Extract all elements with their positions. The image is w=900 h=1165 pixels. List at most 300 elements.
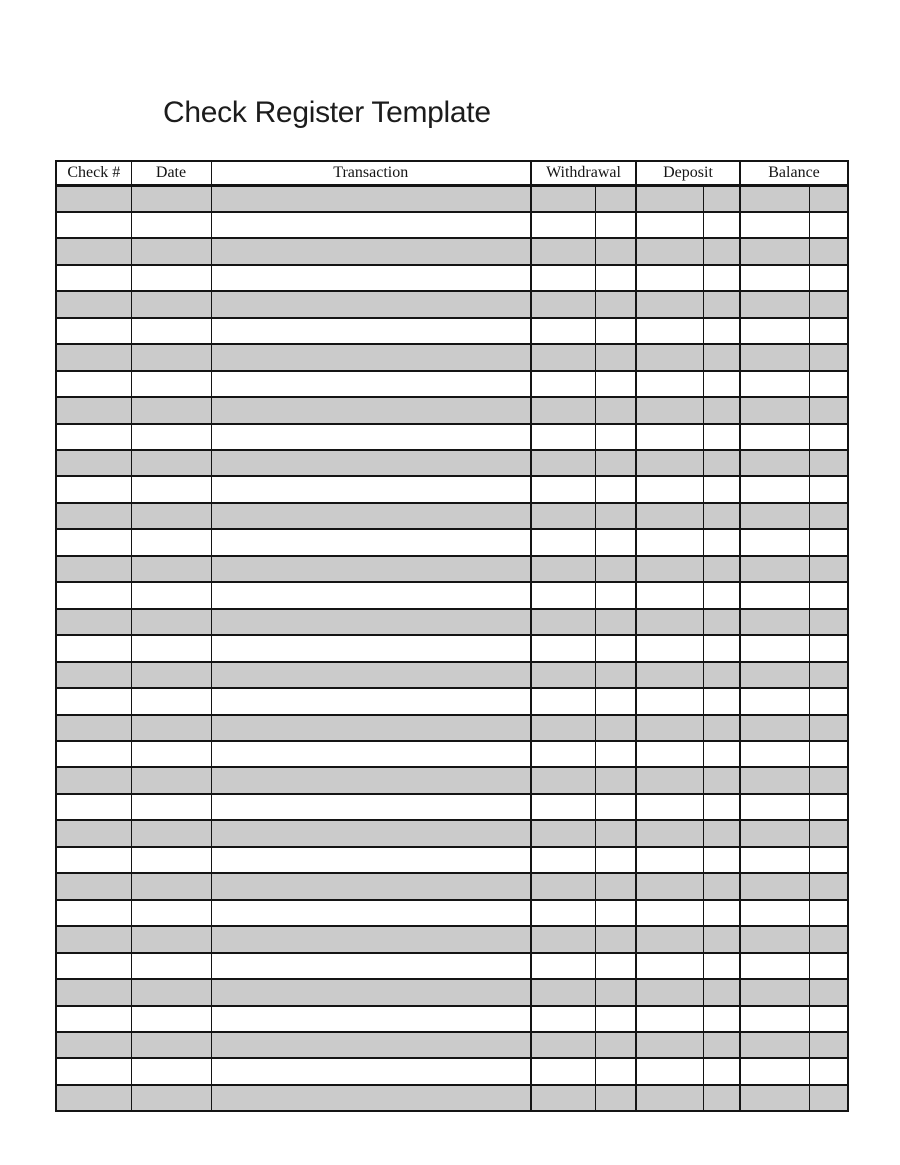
register-cell (211, 767, 531, 793)
register-cell (636, 397, 703, 423)
register-cell (56, 715, 131, 741)
register-cell (636, 873, 703, 899)
register-row (56, 450, 848, 476)
register-cell (56, 1085, 131, 1111)
register-cell (131, 900, 211, 926)
register-cell (636, 450, 703, 476)
register-cell (531, 1058, 595, 1084)
register-row (56, 1032, 848, 1058)
register-cell (595, 715, 636, 741)
register-cell (595, 873, 636, 899)
register-cell (809, 741, 848, 767)
column-header-date: Date (131, 161, 211, 186)
register-cell (703, 635, 740, 661)
register-cell (703, 1006, 740, 1032)
register-cell (636, 529, 703, 555)
register-cell (740, 424, 809, 450)
register-cell (531, 820, 595, 846)
register-cell (211, 556, 531, 582)
register-cell (131, 873, 211, 899)
register-cell (809, 186, 848, 212)
register-cell (211, 635, 531, 661)
register-cell (809, 688, 848, 714)
register-row (56, 820, 848, 846)
register-cell (56, 424, 131, 450)
register-cell (531, 186, 595, 212)
register-cell (531, 318, 595, 344)
register-cell (531, 767, 595, 793)
register-row (56, 212, 848, 238)
register-cell (531, 265, 595, 291)
register-cell (56, 1032, 131, 1058)
register-cell (56, 741, 131, 767)
register-cell (531, 847, 595, 873)
column-header-transaction: Transaction (211, 161, 531, 186)
register-row (56, 873, 848, 899)
register-cell (211, 450, 531, 476)
register-row (56, 688, 848, 714)
register-cell (56, 794, 131, 820)
register-cell (595, 635, 636, 661)
register-row (56, 1058, 848, 1084)
register-cell (703, 1085, 740, 1111)
register-cell (703, 900, 740, 926)
register-cell (740, 609, 809, 635)
register-cell (531, 979, 595, 1005)
register-cell (740, 1085, 809, 1111)
register-cell (703, 450, 740, 476)
register-cell (211, 238, 531, 264)
register-cell (703, 582, 740, 608)
register-cell (211, 186, 531, 212)
register-cell (211, 503, 531, 529)
register-cell (211, 529, 531, 555)
register-cell (636, 503, 703, 529)
register-cell (809, 212, 848, 238)
register-cell (595, 847, 636, 873)
register-cell (703, 344, 740, 370)
register-cell (809, 635, 848, 661)
register-row (56, 979, 848, 1005)
register-cell (636, 1085, 703, 1111)
register-cell (809, 1058, 848, 1084)
register-cell (211, 926, 531, 952)
register-cell (636, 794, 703, 820)
register-cell (531, 635, 595, 661)
register-row (56, 238, 848, 264)
register-cell (56, 979, 131, 1005)
register-cell (636, 1006, 703, 1032)
register-cell (211, 318, 531, 344)
register-cell (809, 794, 848, 820)
register-cell (740, 397, 809, 423)
register-cell (56, 873, 131, 899)
register-cell (595, 953, 636, 979)
register-cell (703, 529, 740, 555)
register-cell (636, 635, 703, 661)
register-cell (809, 609, 848, 635)
register-row (56, 371, 848, 397)
register-cell (595, 1085, 636, 1111)
register-cell (740, 847, 809, 873)
register-cell (740, 741, 809, 767)
register-cell (636, 212, 703, 238)
register-cell (131, 688, 211, 714)
register-cell (211, 1058, 531, 1084)
register-cell (595, 503, 636, 529)
register-cell (531, 397, 595, 423)
register-row (56, 424, 848, 450)
register-cell (703, 503, 740, 529)
register-row (56, 900, 848, 926)
register-cell (703, 212, 740, 238)
register-cell (595, 820, 636, 846)
register-cell (56, 265, 131, 291)
register-cell (636, 556, 703, 582)
register-cell (211, 979, 531, 1005)
register-cell (809, 900, 848, 926)
register-cell (595, 1006, 636, 1032)
register-row (56, 635, 848, 661)
register-cell (131, 476, 211, 502)
register-cell (636, 715, 703, 741)
register-cell (531, 424, 595, 450)
register-cell (595, 424, 636, 450)
register-row (56, 715, 848, 741)
register-cell (56, 503, 131, 529)
page-title: Check Register Template (163, 96, 491, 129)
register-cell (809, 953, 848, 979)
register-cell (595, 291, 636, 317)
register-cell (703, 476, 740, 502)
register-cell (56, 529, 131, 555)
register-row (56, 953, 848, 979)
register-cell (740, 688, 809, 714)
register-cell (740, 900, 809, 926)
register-cell (595, 979, 636, 1005)
register-cell (595, 186, 636, 212)
register-cell (636, 741, 703, 767)
register-cell (740, 635, 809, 661)
register-row (56, 318, 848, 344)
register-cell (740, 238, 809, 264)
register-cell (740, 715, 809, 741)
register-cell (131, 1032, 211, 1058)
register-cell (211, 900, 531, 926)
register-cell (809, 476, 848, 502)
register-cell (211, 820, 531, 846)
register-cell (131, 318, 211, 344)
register-row (56, 662, 848, 688)
register-cell (211, 1032, 531, 1058)
register-cell (740, 767, 809, 793)
register-cell (703, 926, 740, 952)
register-cell (740, 556, 809, 582)
register-cell (703, 873, 740, 899)
register-cell (131, 238, 211, 264)
register-cell (56, 450, 131, 476)
register-cell (703, 688, 740, 714)
register-cell (131, 635, 211, 661)
register-cell (131, 979, 211, 1005)
register-cell (56, 344, 131, 370)
register-cell (56, 662, 131, 688)
register-cell (740, 450, 809, 476)
register-cell (809, 1085, 848, 1111)
register-cell (595, 662, 636, 688)
register-cell (211, 265, 531, 291)
register-cell (703, 371, 740, 397)
register-cell (211, 212, 531, 238)
register-cell (531, 556, 595, 582)
column-header-check-number: Check # (56, 161, 131, 186)
register-cell (56, 556, 131, 582)
register-cell (56, 186, 131, 212)
register-cell (636, 476, 703, 502)
register-cell (809, 662, 848, 688)
register-cell (131, 186, 211, 212)
register-row (56, 767, 848, 793)
register-cell (809, 582, 848, 608)
register-cell (531, 953, 595, 979)
register-row (56, 291, 848, 317)
register-cell (595, 582, 636, 608)
register-cell (809, 265, 848, 291)
register-cell (809, 503, 848, 529)
register-cell (809, 556, 848, 582)
register-cell (595, 371, 636, 397)
register-cell (809, 424, 848, 450)
register-cell (211, 953, 531, 979)
register-cell (809, 979, 848, 1005)
register-cell (595, 926, 636, 952)
register-cell (56, 635, 131, 661)
register-cell (636, 582, 703, 608)
register-cell (56, 953, 131, 979)
register-cell (531, 344, 595, 370)
register-cell (740, 291, 809, 317)
register-cell (703, 186, 740, 212)
register-cell (703, 741, 740, 767)
register-cell (131, 556, 211, 582)
register-cell (211, 662, 531, 688)
register-cell (703, 794, 740, 820)
register-cell (740, 794, 809, 820)
register-cell (56, 1058, 131, 1084)
register-cell (595, 767, 636, 793)
register-cell (131, 212, 211, 238)
register-cell (531, 1032, 595, 1058)
register-cell (636, 318, 703, 344)
register-cell (211, 1006, 531, 1032)
register-cell (531, 476, 595, 502)
register-cell (703, 1058, 740, 1084)
register-cell (211, 371, 531, 397)
register-cell (131, 503, 211, 529)
register-cell (531, 688, 595, 714)
register-cell (131, 662, 211, 688)
register-cell (131, 529, 211, 555)
register-cell (595, 688, 636, 714)
register-cell (56, 900, 131, 926)
register-cell (636, 979, 703, 1005)
register-cell (131, 450, 211, 476)
register-cell (531, 450, 595, 476)
register-cell (809, 873, 848, 899)
register-cell (211, 1085, 531, 1111)
register-cell (703, 979, 740, 1005)
register-cell (56, 820, 131, 846)
register-row (56, 529, 848, 555)
register-cell (636, 291, 703, 317)
register-cell (56, 212, 131, 238)
register-cell (56, 609, 131, 635)
register-cell (211, 582, 531, 608)
register-cell (740, 503, 809, 529)
register-cell (595, 344, 636, 370)
register-cell (56, 291, 131, 317)
register-body (56, 186, 848, 1112)
register-row (56, 609, 848, 635)
register-cell (809, 715, 848, 741)
register-row (56, 556, 848, 582)
register-cell (56, 397, 131, 423)
register-cell (531, 503, 595, 529)
register-cell (131, 1006, 211, 1032)
register-cell (809, 450, 848, 476)
register-cell (809, 1006, 848, 1032)
register-cell (636, 265, 703, 291)
register-cell (809, 847, 848, 873)
register-cell (740, 371, 809, 397)
register-cell (211, 344, 531, 370)
register-row (56, 265, 848, 291)
register-cell (531, 1006, 595, 1032)
register-cell (740, 953, 809, 979)
register-cell (531, 715, 595, 741)
register-cell (740, 1006, 809, 1032)
register-cell (56, 926, 131, 952)
register-row (56, 1006, 848, 1032)
register-cell (531, 662, 595, 688)
register-cell (809, 767, 848, 793)
register-cell (531, 794, 595, 820)
register-cell (531, 741, 595, 767)
register-cell (703, 238, 740, 264)
register-cell (703, 556, 740, 582)
register-cell (703, 820, 740, 846)
register-cell (636, 926, 703, 952)
register-cell (703, 1032, 740, 1058)
register-cell (131, 767, 211, 793)
register-cell (740, 582, 809, 608)
register-cell (131, 1085, 211, 1111)
register-cell (740, 529, 809, 555)
register-cell (211, 397, 531, 423)
register-cell (703, 265, 740, 291)
register-row (56, 344, 848, 370)
column-header-withdrawal: Withdrawal (531, 161, 636, 186)
register-cell (531, 371, 595, 397)
register-cell (131, 953, 211, 979)
register-cell (211, 741, 531, 767)
register-cell (131, 794, 211, 820)
register-row (56, 503, 848, 529)
register-cell (636, 1032, 703, 1058)
register-cell (531, 582, 595, 608)
register-cell (131, 609, 211, 635)
register-cell (211, 847, 531, 873)
register-cell (809, 344, 848, 370)
register-cell (56, 318, 131, 344)
register-cell (703, 847, 740, 873)
register-cell (809, 397, 848, 423)
register-row (56, 397, 848, 423)
register-cell (531, 291, 595, 317)
register-cell (809, 291, 848, 317)
register-cell (636, 344, 703, 370)
register-cell (56, 582, 131, 608)
register-cell (703, 318, 740, 344)
register-cell (740, 1032, 809, 1058)
register-cell (809, 371, 848, 397)
register-cell (595, 238, 636, 264)
register-cell (131, 820, 211, 846)
register-cell (531, 1085, 595, 1111)
register-cell (595, 1058, 636, 1084)
register-cell (636, 371, 703, 397)
register-cell (636, 662, 703, 688)
register-cell (595, 794, 636, 820)
register-cell (595, 609, 636, 635)
register-cell (531, 900, 595, 926)
register-cell (809, 318, 848, 344)
register-cell (740, 926, 809, 952)
register-cell (131, 1058, 211, 1084)
register-row (56, 1085, 848, 1111)
register-cell (56, 238, 131, 264)
register-cell (595, 397, 636, 423)
register-cell (636, 767, 703, 793)
column-header-balance: Balance (740, 161, 848, 186)
register-cell (131, 291, 211, 317)
register-cell (740, 186, 809, 212)
register-cell (595, 212, 636, 238)
register-cell (809, 238, 848, 264)
register-cell (636, 609, 703, 635)
register-cell (131, 582, 211, 608)
register-cell (211, 794, 531, 820)
header-row (56, 161, 848, 186)
register-cell (131, 926, 211, 952)
register-cell (131, 397, 211, 423)
register-row (56, 186, 848, 212)
register-cell (740, 265, 809, 291)
register-cell (531, 212, 595, 238)
register-cell (636, 186, 703, 212)
register-cell (531, 926, 595, 952)
register-cell (595, 450, 636, 476)
register-cell (131, 265, 211, 291)
register-cell (131, 847, 211, 873)
check-register-table (55, 160, 849, 1112)
register-cell (211, 715, 531, 741)
register-row (56, 794, 848, 820)
register-cell (211, 424, 531, 450)
register-cell (595, 529, 636, 555)
register-cell (531, 609, 595, 635)
register-cell (211, 609, 531, 635)
